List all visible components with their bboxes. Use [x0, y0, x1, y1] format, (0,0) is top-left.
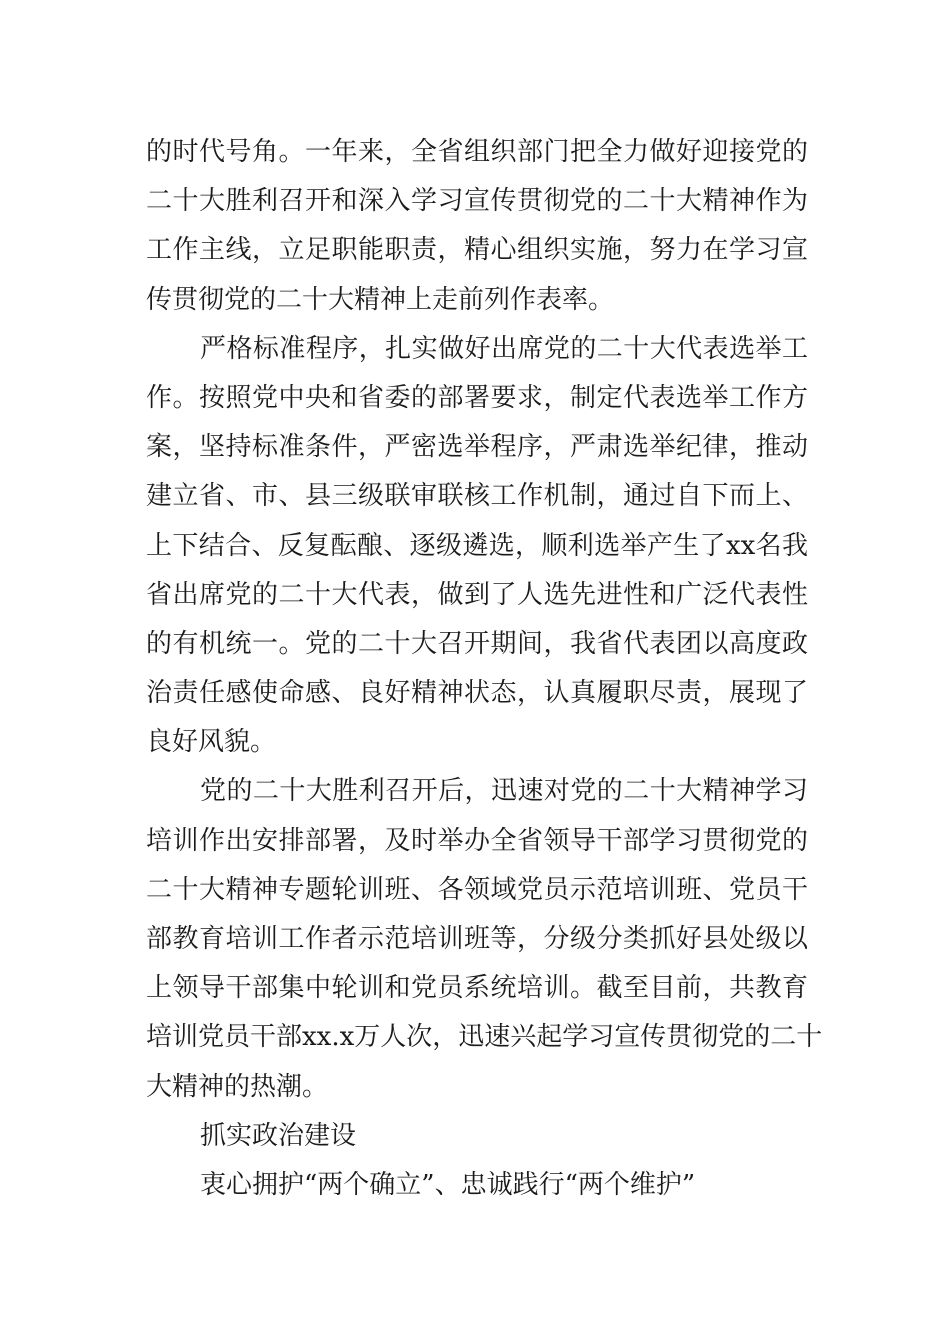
- text-line: 省出席党的二十大代表，做到了人选先进性和广泛代表性: [146, 579, 808, 610]
- text-line: 二十大胜利召开和深入学习宣传贯彻党的二十大精神作为: [146, 186, 808, 217]
- text-line: 案，坚持标准条件，严密选举程序，严肃选举纪律，推动: [146, 432, 808, 463]
- text-line: 二十大精神专题轮训班、各领域党员示范培训班、党员干: [146, 874, 808, 905]
- text-line: 上下结合、反复酝酿、逐级遴选，顺利选举产生了xx名我: [146, 530, 808, 561]
- section-heading: [146, 1112, 808, 1161]
- text-line: 严格标准程序，扎实做好出席党的二十大代表选举工: [200, 333, 808, 364]
- text-line: 工作主线，立足职能职责，精心组织实施，努力在学习宣: [146, 235, 808, 266]
- text-line: 部教育培训工作者示范培训班等，分级分类抓好县处级以: [146, 924, 808, 954]
- sub-heading: [146, 1161, 808, 1210]
- document-body: [146, 128, 823, 1210]
- text-line: 良好风貌。: [146, 727, 277, 758]
- text-line: 的时代号角。一年来，全省组织部门把全力做好迎接党的: [146, 137, 808, 167]
- text-line: 党的二十大胜利召开后，迅速对党的二十大精神学习: [200, 776, 808, 807]
- text-line: 衷心拥护“两个确立”、忠诚践行“两个维护”: [200, 1169, 696, 1200]
- text-line: 作。按照党中央和省委的部署要求，制定代表选举工作方: [146, 382, 808, 413]
- text-line: 抓实政治建设: [200, 1120, 357, 1151]
- text-line: 上领导干部集中轮训和党员系统培训。截至目前，共教育: [146, 973, 808, 1004]
- paragraph-3: [146, 767, 823, 1111]
- text-line: 建立省、市、县三级联审联核工作机制，通过自下而上、: [146, 481, 808, 512]
- text-line: 治责任感使命感、良好精神状态，认真履职尽责，展现了: [146, 678, 808, 709]
- text-line: 大精神的热潮。: [146, 1071, 329, 1102]
- text-line: 培训党员干部xx.x万人次，迅速兴起学习宣传贯彻党的二十: [146, 1022, 823, 1053]
- paragraph-2: [146, 325, 808, 768]
- text-line: 的有机统一。党的二十大召开期间，我省代表团以高度政: [146, 628, 808, 659]
- text-line: 传贯彻党的二十大精神上走前列作表率。: [146, 284, 615, 315]
- paragraph-1: [146, 128, 808, 325]
- text-line: 培训作出安排部署，及时举办全省领导干部学习贯彻党的: [146, 825, 808, 856]
